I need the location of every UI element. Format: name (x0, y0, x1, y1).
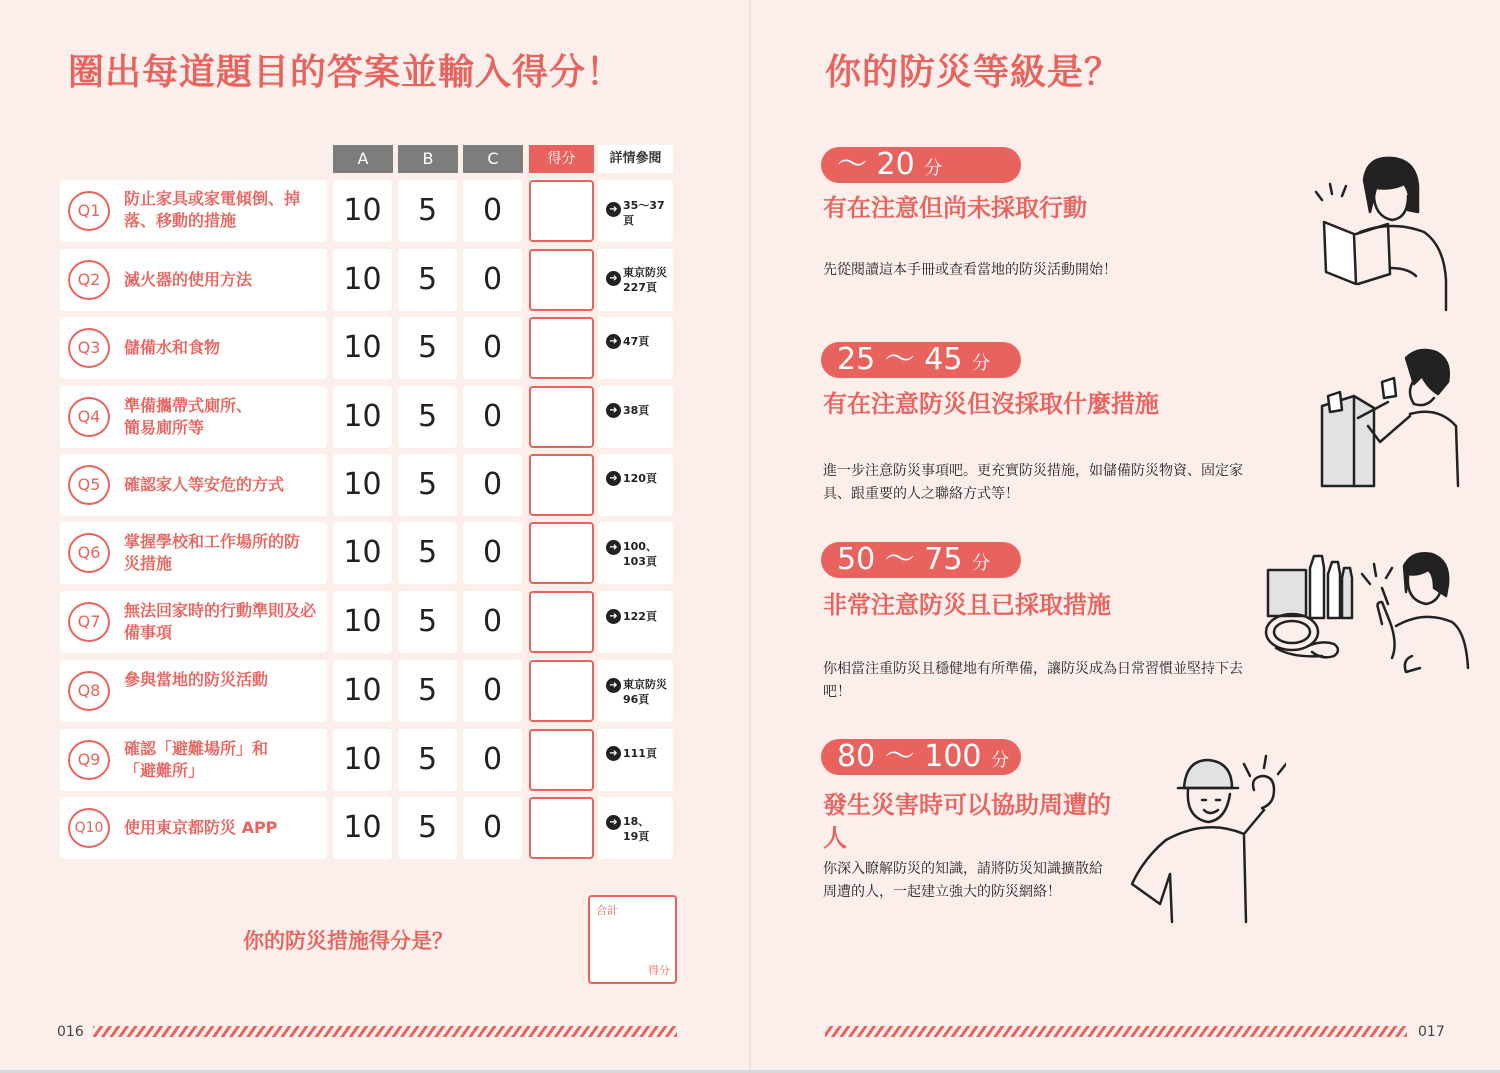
question-text: 準備攜帶式廁所、簡易廁所等 (124, 396, 253, 437)
question-number: Q2 (68, 260, 110, 300)
score-input-box[interactable] (529, 797, 594, 859)
option-a[interactable]: 10 (333, 386, 392, 448)
level-heading: 非常注意防災且已採取措施 (823, 591, 1111, 619)
score-range-pill (821, 342, 1021, 378)
question-cell (60, 454, 327, 516)
question-cell (60, 660, 327, 722)
score-unit: 分 (971, 353, 990, 374)
score-range-pill (821, 739, 1021, 775)
option-b[interactable]: 5 (398, 660, 457, 722)
question-number: Q4 (68, 397, 110, 437)
page-number-right: 017 (1418, 1024, 1445, 1040)
question-cell (60, 180, 327, 242)
question-row (0, 660, 750, 722)
reference-text: 122頁 (623, 610, 657, 623)
page-number-left: 016 (57, 1024, 84, 1040)
reference-text: 東京防災227頁 (623, 266, 667, 294)
arrow-right-icon: ➜ (606, 540, 621, 555)
question-text: 儲備水和食物 (124, 338, 221, 357)
arrow-right-icon: ➜ (606, 678, 621, 693)
score-input-box[interactable] (529, 180, 594, 242)
reference-text: 東京防災96頁 (623, 678, 667, 706)
reference-cell (598, 591, 673, 653)
option-b[interactable]: 5 (398, 386, 457, 448)
reference-text: 100、103頁 (623, 540, 657, 568)
emergency-supplies-person-illustration (1262, 548, 1472, 708)
option-a[interactable]: 10 (333, 591, 392, 653)
arrow-right-icon: ➜ (606, 746, 621, 761)
option-c[interactable]: 0 (463, 522, 522, 584)
question-cell (60, 317, 327, 379)
column-header-b: B (398, 145, 458, 173)
option-b[interactable]: 5 (398, 249, 457, 311)
question-text: 參與當地的防災活動 (124, 670, 269, 689)
question-row (0, 317, 750, 379)
column-header-score: 得分 (529, 145, 594, 173)
arrow-right-icon: ➜ (606, 403, 621, 418)
reference-cell (598, 386, 673, 448)
question-cell (60, 797, 327, 859)
score-unit: 分 (991, 750, 1010, 771)
reference-text: 120頁 (623, 472, 657, 485)
level-description: 先從閱讀這本手冊或查看當地的防災活動開始！ (823, 262, 1117, 278)
question-number: Q5 (68, 465, 110, 505)
reference-cell (598, 522, 673, 584)
right-page-title: 你的防災等級是？ (825, 52, 1122, 93)
column-header-a: A (333, 145, 393, 173)
person-reading-book-illustration (1312, 150, 1457, 315)
question-number: Q1 (68, 191, 110, 231)
option-a[interactable]: 10 (333, 180, 392, 242)
level-heading: 有在注意但尚未採取行動 (823, 194, 1087, 222)
question-row (0, 180, 750, 242)
reference-cell (598, 317, 673, 379)
question-number: Q6 (68, 533, 110, 573)
question-text: 確認「避難場所」和「避難所」 (124, 739, 269, 780)
score-range: ～ 20 (837, 147, 915, 182)
option-c[interactable]: 0 (463, 797, 522, 859)
question-text: 使用東京都防災 APP (124, 818, 278, 837)
total-score-box[interactable] (588, 895, 677, 984)
reference-cell (598, 729, 673, 791)
option-b[interactable]: 5 (398, 591, 457, 653)
question-cell (60, 522, 327, 584)
question-number: Q9 (68, 740, 110, 780)
option-c[interactable]: 0 (463, 454, 522, 516)
decorative-hatch-left (93, 1026, 677, 1037)
question-row (0, 729, 750, 791)
score-input-box[interactable] (529, 591, 594, 653)
question-number: Q3 (68, 328, 110, 368)
decorative-hatch-right (825, 1026, 1407, 1037)
reference-cell (598, 180, 673, 242)
question-text: 滅火器的使用方法 (124, 270, 253, 289)
option-c[interactable]: 0 (463, 180, 522, 242)
question-text: 掌握學校和工作場所的防災措施 (124, 532, 301, 573)
score-input-box[interactable] (529, 454, 594, 516)
option-a[interactable]: 10 (333, 454, 392, 516)
score-range-pill (821, 147, 1021, 183)
question-row (0, 454, 750, 516)
arrow-right-icon: ➜ (606, 815, 621, 830)
option-c[interactable]: 0 (463, 591, 522, 653)
score-range: 25 ～ 45 (837, 342, 963, 377)
option-a[interactable]: 10 (333, 522, 392, 584)
question-row (0, 386, 750, 448)
question-cell (60, 591, 327, 653)
question-text: 確認家人等安危的方式 (124, 475, 285, 494)
question-cell (60, 386, 327, 448)
level-heading: 有在注意防災但沒採取什麼措施 (823, 390, 1159, 418)
score-unit: 分 (924, 158, 943, 179)
question-number: Q10 (68, 808, 110, 848)
score-input-box[interactable] (529, 660, 594, 722)
option-a[interactable]: 10 (333, 249, 392, 311)
score-range: 50 ～ 75 (837, 542, 963, 577)
arrow-right-icon: ➜ (606, 334, 621, 349)
reference-cell (598, 660, 673, 722)
option-c[interactable]: 0 (463, 386, 522, 448)
level-description: 進一步注意防災事項吧。更充實防災措施，如儲備防災物資、固定家具、跟重要的人之聯絡方式等！ (823, 463, 1243, 502)
option-b[interactable]: 5 (398, 317, 457, 379)
option-a[interactable]: 10 (333, 729, 392, 791)
option-b[interactable]: 5 (398, 797, 457, 859)
reference-cell (598, 797, 673, 859)
question-row (0, 591, 750, 653)
reference-text: 47頁 (623, 335, 650, 348)
option-a[interactable]: 10 (333, 317, 392, 379)
option-b[interactable]: 5 (398, 729, 457, 791)
option-b[interactable]: 5 (398, 522, 457, 584)
level-description: 你深入瞭解防災的知識，請將防災知識擴散給周遭的人，一起建立強大的防災網絡！ (823, 861, 1103, 900)
score-input-box[interactable] (529, 249, 594, 311)
option-c[interactable]: 0 (463, 249, 522, 311)
question-row (0, 249, 750, 311)
total-unit: 得分 (648, 964, 670, 977)
column-header-c: C (463, 145, 523, 173)
arrow-right-icon: ➜ (606, 471, 621, 486)
arrow-right-icon: ➜ (606, 202, 621, 217)
question-number: Q8 (68, 671, 110, 711)
question-text: 無法回家時的行動準則及必備事項 (124, 601, 317, 642)
score-range-pill (821, 542, 1021, 578)
level-description: 你相當注重防災且穩健地有所準備，讓防災成為日常習慣並堅持下去吧！ (823, 661, 1243, 700)
column-header-reference: 詳情參閱 (598, 145, 673, 173)
score-input-box[interactable] (529, 386, 594, 448)
total-score-question: 你的防災措施得分是？ (243, 929, 453, 953)
reference-text: 35～37頁 (623, 199, 665, 227)
option-b[interactable]: 5 (398, 454, 457, 516)
option-c[interactable]: 0 (463, 660, 522, 722)
person-with-helmet-illustration (1126, 754, 1286, 924)
level-heading: 發生災害時可以協助周遭的人 (823, 791, 1111, 852)
person-securing-furniture-illustration (1318, 346, 1468, 491)
score-input-box[interactable] (529, 729, 594, 791)
option-a[interactable]: 10 (333, 660, 392, 722)
question-text: 防止家具或家電傾倒、掉落、移動的措施 (124, 189, 301, 230)
option-c[interactable]: 0 (463, 729, 522, 791)
score-range: 80 ～ 100 (837, 739, 982, 774)
score-input-box[interactable] (529, 522, 594, 584)
question-cell (60, 729, 327, 791)
score-input-box[interactable] (529, 317, 594, 379)
reference-cell (598, 454, 673, 516)
option-a[interactable]: 10 (333, 797, 392, 859)
total-label: 合計 (596, 904, 618, 917)
question-row (0, 522, 750, 584)
arrow-right-icon: ➜ (606, 271, 621, 286)
reference-cell (598, 249, 673, 311)
question-number: Q7 (68, 602, 110, 642)
left-page-title: 圈出每道題目的答案並輸入得分！ (68, 52, 624, 93)
reference-text: 38頁 (623, 404, 650, 417)
reference-text: 111頁 (623, 747, 657, 760)
score-unit: 分 (971, 553, 990, 574)
reference-text: 18、19頁 (623, 815, 650, 843)
question-cell (60, 249, 327, 311)
arrow-right-icon: ➜ (606, 609, 621, 624)
option-b[interactable]: 5 (398, 180, 457, 242)
question-row (0, 797, 750, 859)
option-c[interactable]: 0 (463, 317, 522, 379)
